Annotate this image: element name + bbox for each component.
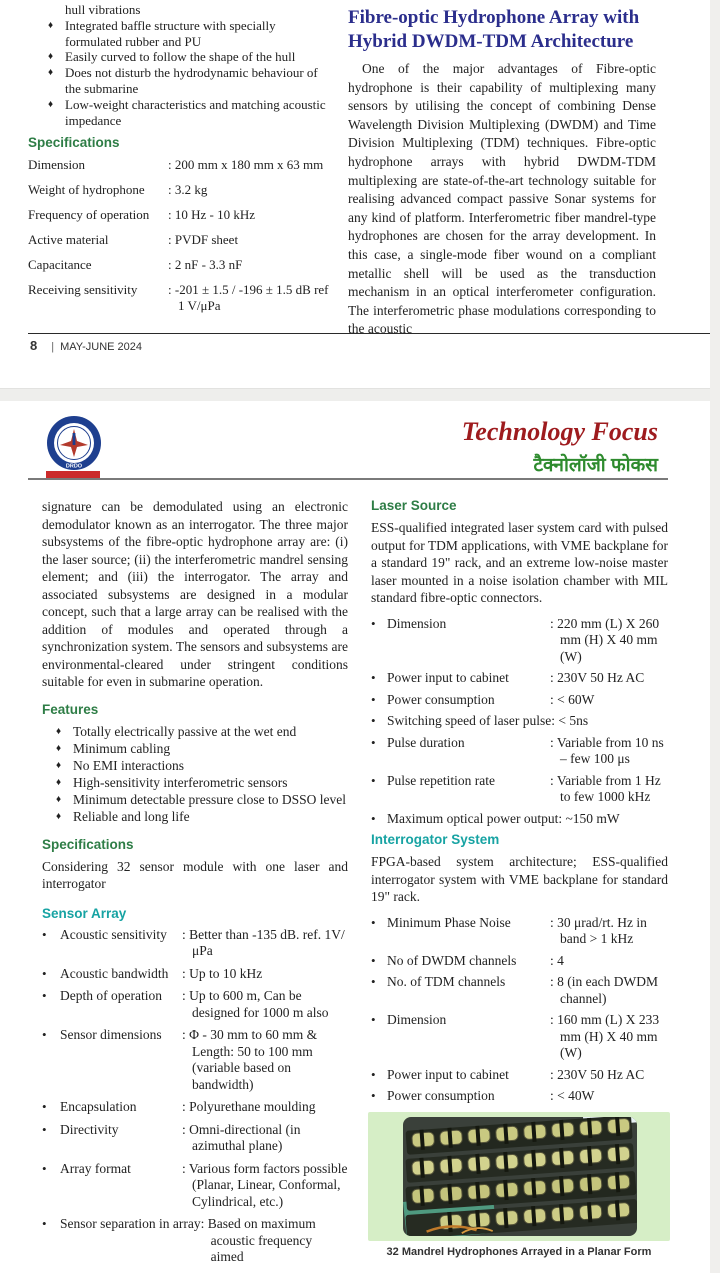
spec-value: : 220 mm (L) X 260 mm (H) X 40 mm (W): [550, 615, 660, 664]
spec-row: [28, 157, 332, 173]
hydrophone-array-photo: [403, 1117, 637, 1236]
diamond-bullet-icon: ♦: [48, 51, 54, 63]
issue-label: MAY-JUNE 2024: [60, 341, 143, 353]
feature-text: No EMI interactions: [73, 757, 184, 773]
sensor-spec-list: [42, 927, 348, 1266]
diamond-bullet-icon: ♦: [48, 98, 54, 110]
diamond-bullet-icon: ♦: [56, 742, 62, 754]
dot-bullet-icon: •: [371, 615, 376, 631]
spec-label: Switching speed of laser pulse: [387, 713, 552, 728]
spec-row: [42, 1216, 348, 1266]
spec-label: Acoustic bandwidth: [60, 965, 169, 981]
dot-bullet-icon: •: [371, 670, 376, 685]
dot-bullet-icon: •: [42, 965, 47, 981]
laser-intro: ESS-qualified integrated laser system card with pulsed output for TDM applications, with VME backplane for a standard 19" rack, and an extreme low-noise master laser mounted in a noise isolation chamber with MIL standard fibre-optic connectors.: [371, 520, 668, 605]
spec-row: [371, 773, 668, 806]
spec-row: [42, 988, 348, 1021]
spec-value: : Variable from 10 ns – few 100 μs: [550, 734, 664, 766]
spec-row: [371, 915, 668, 948]
photo-caption: 32 Mandrel Hydrophones Arrayed in a Planar Form: [386, 1246, 652, 1258]
page2-left-column: [42, 498, 348, 1272]
spec-row: [371, 670, 668, 687]
bullet-item: [28, 65, 332, 97]
spec-value: : 200 mm x 180 mm x 63 mm: [168, 157, 324, 173]
spec-value: : 30 μrad/rt. Hz in band > 1 kHz: [550, 914, 647, 946]
svg-text:DRDO: DRDO: [65, 463, 83, 470]
diamond-bullet-icon: ♦: [56, 810, 62, 822]
footer-rule: [28, 333, 711, 334]
spec-label: Capacitance: [28, 257, 92, 273]
page-edge-strip: [710, 0, 720, 1273]
dot-bullet-icon: •: [42, 988, 47, 1003]
spec-label: Pulse duration: [387, 734, 465, 750]
feature-item: [42, 757, 348, 774]
article-title: Fibre-optic Hydrophone Array with Hybrid DWDM-TDM Architecture: [348, 7, 640, 52]
dot-bullet-icon: •: [42, 926, 47, 942]
specs-note: Considering 32 sensor module with one laser and interrogator: [42, 858, 348, 891]
spec-value: : Up to 10 kHz: [182, 965, 263, 981]
spec-label: Power input to cabinet: [387, 1066, 509, 1082]
dot-bullet-icon: •: [371, 914, 376, 930]
article-body: [348, 60, 656, 339]
diamond-bullet-icon: ♦: [48, 19, 54, 31]
dot-bullet-icon: •: [371, 974, 376, 989]
bullet-text: Low-weight characteristics and matching acoustic impedance: [65, 96, 326, 128]
spec-row: [42, 966, 348, 983]
spec-row: [42, 1099, 348, 1116]
spec-label: Encapsulation: [60, 1099, 137, 1114]
feature-item: [42, 808, 348, 825]
spec-row: [371, 735, 668, 768]
spec-row: [42, 1122, 348, 1155]
interrogator-system-heading: Interrogator System: [371, 832, 500, 847]
spec-label: Directivity: [60, 1121, 119, 1137]
spec-label: Acoustic sensitivity: [60, 926, 167, 942]
spec-label: Depth of operation: [60, 988, 162, 1003]
photo-panel: [368, 1112, 670, 1241]
feature-item: [42, 740, 348, 757]
dot-bullet-icon: •: [371, 772, 376, 788]
bullet-text: Easily curved to follow the shape of the hull: [65, 49, 296, 65]
diamond-bullet-icon: ♦: [48, 67, 54, 79]
spec-value: : -201 ± 1.5 / -196 ± 1.5 dB ref 1 V/μPa: [168, 282, 329, 314]
bullet-continuation: hull vibrations: [65, 2, 141, 17]
masthead-title-hindi: टैक्नोलॉजी फोकस: [533, 455, 658, 476]
interrogator-intro: FPGA-based system architecture; ESS-qualified interrogator system with VME backplane for standard 19" rack.: [371, 854, 668, 904]
spec-label: Sensor separation in array: [60, 1216, 201, 1231]
spec-value: : Φ - 30 mm to 60 mm & Length: 50 to 100 mm (variable based on bandwidth): [182, 1027, 318, 1092]
diamond-bullet-icon: ♦: [56, 759, 62, 771]
spec-row: [28, 182, 332, 198]
spec-value: : 160 mm (L) X 233 mm (H) X 40 mm (W): [550, 1012, 660, 1060]
feature-text: Reliable and long life: [73, 808, 190, 824]
spec-label: Sensor dimensions: [60, 1027, 162, 1042]
spec-row: [371, 1012, 668, 1062]
spec-value: : 10 Hz - 10 kHz: [168, 207, 256, 223]
bullet-text: Integrated baffle structure with specially formulated rubber and PU: [65, 17, 276, 49]
spec-label: No. of TDM channels: [387, 974, 506, 989]
spec-row: [42, 1161, 348, 1211]
spec-label: No of DWDM channels: [387, 952, 517, 968]
feature-text: Minimum detectable pressure close to DSSO level: [73, 791, 346, 807]
page-1: [0, 0, 710, 388]
page1-right-column: [348, 6, 656, 339]
laser-source-heading: Laser Source: [371, 498, 457, 513]
spec-label: Weight of hydrophone: [28, 182, 145, 198]
interrogator-spec-list: [371, 915, 668, 1127]
page1-left-column: [28, 2, 332, 323]
spec-value: : < 60W: [550, 691, 595, 707]
bullet-item: [28, 97, 332, 129]
features-list: [42, 723, 348, 825]
feature-text: Totally electrically passive at the wet end: [73, 723, 297, 739]
spec-label: Dimension: [387, 1012, 447, 1027]
spec-label: Array format: [60, 1160, 131, 1176]
spec-label: Receiving sensitivity: [28, 282, 138, 298]
spec-label: Maximum optical power output: [387, 810, 559, 826]
dot-bullet-icon: •: [371, 734, 376, 750]
dot-bullet-icon: •: [371, 1012, 376, 1027]
spec-row: [371, 974, 668, 1007]
spec-value: : 3.2 kg: [168, 182, 208, 198]
spec-row: [42, 1027, 348, 1093]
spec-row: [371, 616, 668, 666]
spec-row: [28, 232, 332, 248]
spec-label: Power consumption: [387, 691, 495, 707]
diamond-bullet-icon: ♦: [56, 725, 62, 737]
spec-value: : ~150 mW: [558, 810, 620, 826]
dot-bullet-icon: •: [42, 1099, 47, 1114]
spec-label: Dimension: [28, 157, 86, 173]
specifications-heading: Specifications: [28, 135, 120, 151]
spec-label: Dimension: [387, 615, 447, 631]
sensor-array-heading: Sensor Array: [42, 905, 127, 921]
drdo-logo-icon: [46, 415, 102, 478]
page2-right-column: [371, 498, 668, 1131]
spec-value: : Various form factors possible (Planar, Linear, Conformal, Cylindrical, etc.): [182, 1160, 348, 1209]
spec-value: : < 5ns: [551, 713, 589, 728]
spec-row: [371, 1088, 668, 1105]
spec-row: [28, 207, 332, 223]
dot-bullet-icon: •: [371, 952, 376, 968]
spec-value: : Better than -135 dB. ref. 1V/μPa: [182, 926, 345, 958]
dot-bullet-icon: •: [42, 1216, 47, 1231]
dot-bullet-icon: •: [371, 691, 376, 707]
footer-separator: |: [51, 341, 55, 353]
spec-row: [371, 953, 668, 970]
article-body-text: One of the major advantages of Fibre-optic hydrophone is their capability of multiplexing many sensors by utilising the concept of combining Dense Wavelength Division Multiplexing (DWDM) and Time Division Multiplexing (TDM) techniques. Fibre-optic hydrophone arrays with hybrid DWDM-TDM multiplexing are state-of-the-art technology suitable for realising advanced compact passive Sonar systems for any kind of platform. Interferometric fiber mandrel-type hydrophones are chosen for the array development. In this case, a single-mode fiber wound on a compliant metallic shell will be used as the transduction mechanism in an optical interferometer configuration. The interferometric phase modulations corresponding to the acoustic: [348, 61, 656, 337]
spec-value: : Omni-directional (in azimuthal plane): [182, 1121, 301, 1153]
dot-bullet-icon: •: [371, 1066, 376, 1082]
spec-value: : 2 nF - 3.3 nF: [168, 257, 243, 273]
diamond-bullet-icon: ♦: [56, 793, 62, 805]
dot-bullet-icon: •: [42, 1160, 47, 1176]
page-number: 8: [30, 338, 38, 353]
spec-label: Pulse repetition rate: [387, 772, 495, 788]
spec-value: : Based on maximum acoustic frequency aimed: [200, 1216, 316, 1264]
spec-label: Active material: [28, 232, 109, 248]
spec-value: : 230V 50 Hz AC: [550, 670, 645, 685]
dot-bullet-icon: •: [371, 713, 376, 728]
spec-row: [42, 927, 348, 960]
spec-value: : 8 (in each DWDM channel): [550, 974, 658, 1006]
dot-bullet-icon: •: [42, 1027, 47, 1042]
feature-item: [42, 723, 348, 740]
page-footer: [30, 338, 142, 353]
spec-value: : 230V 50 Hz AC: [550, 1066, 645, 1082]
spec-value: : PVDF sheet: [168, 232, 239, 248]
dot-bullet-icon: •: [42, 1121, 47, 1137]
spec-label: Power consumption: [387, 1088, 495, 1103]
feature-item: [42, 774, 348, 791]
page-2: [0, 401, 710, 1273]
spec-value: : 4: [550, 952, 564, 968]
header-rule: [28, 478, 668, 480]
spec-row: [371, 692, 668, 709]
spec-value: : Polyurethane moulding: [182, 1099, 316, 1114]
diamond-bullet-icon: ♦: [56, 776, 62, 788]
spec-label: Minimum Phase Noise: [387, 914, 511, 930]
bullet-item: [28, 18, 332, 50]
spec-row: [371, 811, 668, 828]
feature-item: [42, 791, 348, 808]
intro-paragraph: signature can be demodulated using an electronic demodulator known as an interrogator. The three major subsystems of the fibre-optic hydrophone array are: (i) the laser source; (ii) the interferometric mandrel sensing element; and (iii) the interrogator. The array and associated subsystems are designed in a modular concept, such that a large array can be realised with the addition of modules and operated through a synchronization system. The sensors and subsystems are environmental-cleared under stringent conditions suitable for even in submarine operation.: [42, 499, 348, 689]
bullet-text: Does not disturb the hydrodynamic behaviour of the submarine: [65, 65, 318, 96]
spec-value: : < 40W: [550, 1088, 595, 1103]
spec-row: [371, 1067, 668, 1084]
dot-bullet-icon: •: [371, 1088, 376, 1103]
laser-spec-list: [371, 616, 668, 828]
specifications-heading: Specifications: [42, 836, 134, 852]
spec-row: [28, 257, 332, 273]
features-heading: Features: [42, 701, 99, 717]
dot-bullet-icon: •: [371, 810, 376, 826]
spec-value: : Variable from 1 Hz to few 1000 kHz: [550, 772, 661, 804]
feature-text: Minimum cabling: [73, 740, 171, 756]
masthead-title: Technology Focus: [461, 417, 658, 446]
spec-label: Power input to cabinet: [387, 670, 509, 685]
spec-row: [371, 713, 668, 730]
feature-text: High-sensitivity interferometric sensors: [73, 774, 288, 790]
bullet-item: [28, 49, 332, 65]
spec-row: [28, 282, 332, 314]
spec-label: Frequency of operation: [28, 207, 150, 223]
spec-value: : Up to 600 m, Can be designed for 1000 m also: [182, 988, 329, 1020]
